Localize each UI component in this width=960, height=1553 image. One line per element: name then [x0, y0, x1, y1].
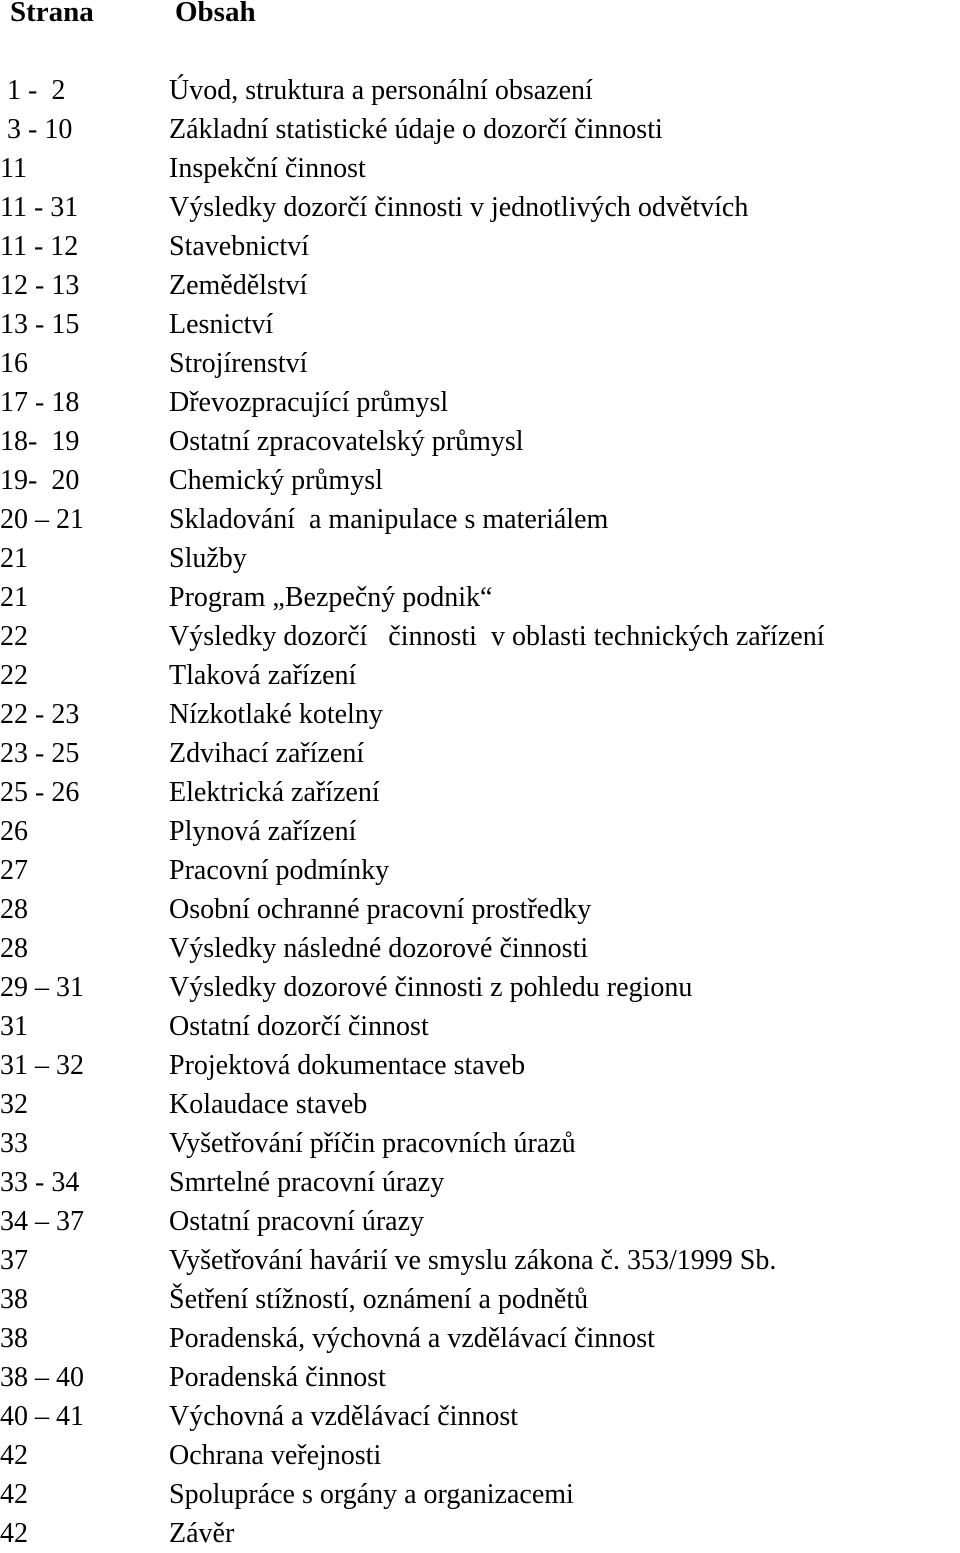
- toc-section-title: Chemický průmysl: [169, 465, 383, 496]
- toc-row: [0, 1358, 960, 1397]
- toc-row: [0, 1007, 960, 1046]
- toc-section-title: Nízkotlaké kotelny: [169, 699, 383, 730]
- toc-page-range: 42: [0, 1440, 28, 1471]
- toc-row: [0, 656, 960, 695]
- toc-section-title: Elektrická zařízení: [169, 777, 380, 808]
- toc-section-title: Výsledky následné dozorové činnosti: [169, 933, 589, 964]
- toc-row: [0, 110, 960, 149]
- toc-section-title: Vyšetřování havárií ve smyslu zákona č. 353/1999 Sb.: [169, 1245, 777, 1276]
- toc-page-range: 26: [0, 816, 28, 847]
- toc-page-range: 33 - 34: [0, 1167, 80, 1198]
- toc-row: [0, 890, 960, 929]
- toc-row: [0, 773, 960, 812]
- toc-page-range: 20 – 21: [0, 504, 84, 535]
- toc-page-range: 31 – 32: [0, 1050, 84, 1081]
- toc-section-title: Výsledky dozorčí činnosti v oblasti technických zařízení: [169, 621, 825, 652]
- toc-page-range: 22: [0, 660, 28, 691]
- toc-section-title: Lesnictví: [169, 309, 274, 340]
- toc-section-title: Výsledky dozorčí činnosti v jednotlivých odvětvích: [169, 192, 749, 223]
- toc-section-title: Tlaková zařízení: [169, 660, 357, 691]
- toc-page-range: 40 – 41: [0, 1401, 84, 1432]
- toc-page-range: 18- 19: [0, 426, 80, 457]
- toc-row: [0, 1163, 960, 1202]
- toc-row: [0, 422, 960, 461]
- toc-row: [0, 227, 960, 266]
- toc-section-title: Výsledky dozorové činnosti z pohledu regionu: [169, 972, 693, 1003]
- toc-page-range: 27: [0, 855, 28, 886]
- content-column-header: Obsah: [175, 0, 256, 28]
- toc-page-range: 25 - 26: [0, 777, 80, 808]
- toc-row: [0, 929, 960, 968]
- toc-section-title: Vyšetřování příčin pracovních úrazů: [169, 1128, 576, 1159]
- toc-rows: [0, 71, 960, 1553]
- toc-section-title: Ochrana veřejnosti: [169, 1440, 382, 1471]
- toc-page-range: 22 - 23: [0, 699, 80, 730]
- toc-page-range: 16: [0, 348, 28, 379]
- toc-row: [0, 305, 960, 344]
- toc-row: [0, 1046, 960, 1085]
- toc-page-range: 28: [0, 933, 28, 964]
- toc-section-title: Poradenská, výchovná a vzdělávací činnost: [169, 1323, 655, 1354]
- toc-row: [0, 71, 960, 110]
- toc-section-title: Šetření stížností, oznámení a podnětů: [169, 1284, 589, 1315]
- toc-page-range: 31: [0, 1011, 28, 1042]
- toc-section-title: Ostatní pracovní úrazy: [169, 1206, 425, 1237]
- toc-section-title: Zemědělství: [169, 270, 308, 301]
- toc-page-range: 33: [0, 1128, 28, 1159]
- toc-row: [0, 1280, 960, 1319]
- toc-section-title: Stavebnictví: [169, 231, 309, 262]
- toc-page-range: 12 - 13: [0, 270, 80, 301]
- toc-section-title: Závěr: [169, 1518, 235, 1549]
- toc-header: [0, 0, 960, 34]
- toc-row: [0, 1436, 960, 1475]
- toc-page-range: 19- 20: [0, 465, 80, 496]
- toc-section-title: Základní statistické údaje o dozorčí činnosti: [169, 114, 663, 145]
- toc-row: [0, 1514, 960, 1553]
- toc-page-range: 42: [0, 1479, 28, 1510]
- toc-row: [0, 188, 960, 227]
- toc-row: [0, 500, 960, 539]
- toc-section-title: Inspekční činnost: [169, 153, 366, 184]
- toc-row: [0, 1319, 960, 1358]
- toc-section-title: Plynová zařízení: [169, 816, 357, 847]
- toc-row: [0, 851, 960, 890]
- toc-section-title: Skladování a manipulace s materiálem: [169, 504, 609, 535]
- toc-row: [0, 461, 960, 500]
- toc-row: [0, 149, 960, 188]
- toc-section-title: Výchovná a vzdělávací činnost: [169, 1401, 519, 1432]
- toc-page-range: 38 – 40: [0, 1362, 84, 1393]
- toc-page-range: 38: [0, 1323, 28, 1354]
- toc-row: [0, 266, 960, 305]
- toc-row: [0, 695, 960, 734]
- toc-page-range: 28: [0, 894, 28, 925]
- toc-page-range: 3 - 10: [0, 114, 73, 145]
- toc-row: [0, 344, 960, 383]
- toc-row: [0, 383, 960, 422]
- toc-page-range: 21: [0, 582, 28, 613]
- toc-page-range: 22: [0, 621, 28, 652]
- toc-page-range: 37: [0, 1245, 28, 1276]
- toc-page-range: 11 - 12: [0, 231, 79, 262]
- toc-section-title: Kolaudace staveb: [169, 1089, 368, 1120]
- toc-page-range: 1 - 2: [0, 75, 66, 106]
- page-column-header: Strana: [10, 0, 94, 28]
- toc-section-title: Ostatní dozorčí činnost: [169, 1011, 429, 1042]
- toc-row: [0, 617, 960, 656]
- toc-section-title: Dřevozpracující průmysl: [169, 387, 449, 418]
- toc-page-range: 11 - 31: [0, 192, 79, 223]
- toc-section-title: Strojírenství: [169, 348, 308, 379]
- toc-page-range: 17 - 18: [0, 387, 80, 418]
- toc-section-title: Úvod, struktura a personální obsazení: [169, 75, 593, 106]
- toc-row: [0, 734, 960, 773]
- toc-row: [0, 812, 960, 851]
- toc-row: [0, 1241, 960, 1280]
- toc-row: [0, 1202, 960, 1241]
- toc-section-title: Zdvihací zařízení: [169, 738, 365, 769]
- toc-page-range: 42: [0, 1518, 28, 1549]
- toc-page-range: 21: [0, 543, 28, 574]
- toc-page-range: 38: [0, 1284, 28, 1315]
- toc-section-title: Osobní ochranné pracovní prostředky: [169, 894, 592, 925]
- toc-page-range: 13 - 15: [0, 309, 80, 340]
- toc-section-title: Služby: [169, 543, 247, 574]
- toc-section-title: Program „Bezpečný podnik“: [169, 582, 493, 613]
- toc-section-title: Smrtelné pracovní úrazy: [169, 1167, 445, 1198]
- toc-page-range: 11: [0, 153, 27, 184]
- toc-page-range: 23 - 25: [0, 738, 80, 769]
- toc-page-range: 34 – 37: [0, 1206, 84, 1237]
- toc-row: [0, 1397, 960, 1436]
- toc-section-title: Pracovní podmínky: [169, 855, 390, 886]
- toc-page-range: 29 – 31: [0, 972, 84, 1003]
- toc-row: [0, 1475, 960, 1514]
- toc-section-title: Poradenská činnost: [169, 1362, 386, 1393]
- toc-page-range: 32: [0, 1089, 28, 1120]
- toc-row: [0, 1085, 960, 1124]
- toc-row: [0, 1124, 960, 1163]
- toc-row: [0, 968, 960, 1007]
- toc-row: [0, 539, 960, 578]
- toc-section-title: Ostatní zpracovatelský průmysl: [169, 426, 524, 457]
- toc-row: [0, 578, 960, 617]
- toc-section-title: Spolupráce s orgány a organizacemi: [169, 1479, 574, 1510]
- toc-section-title: Projektová dokumentace staveb: [169, 1050, 526, 1081]
